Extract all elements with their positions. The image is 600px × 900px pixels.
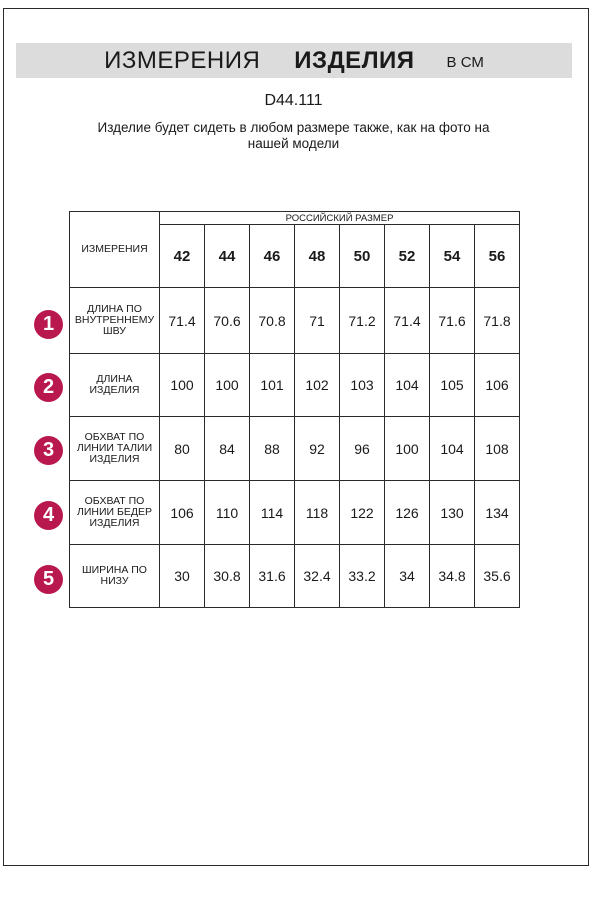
table-cell: 33.2 [340, 545, 385, 608]
row-number-badge: 4 [34, 501, 63, 530]
table-cell: 71.2 [340, 288, 385, 354]
table-row [70, 288, 520, 354]
product-code: D44.111 [264, 92, 323, 109]
measurement-label: ДЛИНА ИЗДЕЛИЯ [70, 354, 160, 417]
table-cell: 103 [340, 354, 385, 417]
table-cell: 105 [430, 354, 475, 417]
row-number-badge: 2 [34, 373, 63, 402]
table-row [70, 481, 520, 545]
table-cell: 114 [250, 481, 295, 545]
table-cell: 130 [430, 481, 475, 545]
table-cell: 31.6 [250, 545, 295, 608]
row-number-badge: 3 [34, 436, 63, 465]
table-cell: 101 [250, 354, 295, 417]
table-cell: 70.8 [250, 288, 295, 354]
table-cell: 80 [160, 417, 205, 481]
table-cell: 108 [475, 417, 520, 481]
table-cell: 70.6 [205, 288, 250, 354]
size-header-cell: 48 [295, 225, 340, 288]
table-cell: 71.6 [430, 288, 475, 354]
table-cell: 126 [385, 481, 430, 545]
size-header-cell: 46 [250, 225, 295, 288]
title-measurements: ИЗМЕРЕНИЯ [104, 46, 261, 74]
table-cell: 34 [385, 545, 430, 608]
row-number-badge: 5 [34, 565, 63, 594]
size-header-cell: 50 [340, 225, 385, 288]
measurement-label: ОБХВАТ ПО ЛИНИИ БЕДЕР ИЗДЕЛИЯ [70, 481, 160, 545]
table-cell: 96 [340, 417, 385, 481]
table-cell: 71.4 [160, 288, 205, 354]
corner-label: ИЗМЕРЕНИЯ [70, 212, 160, 288]
table-cell: 106 [475, 354, 520, 417]
title-unit: В СМ [446, 53, 484, 71]
table-cell: 88 [250, 417, 295, 481]
table-row [70, 545, 520, 608]
table-cell: 134 [475, 481, 520, 545]
table-cell: 122 [340, 481, 385, 545]
title-band [16, 43, 572, 78]
table-cell: 71 [295, 288, 340, 354]
size-header-cell: 42 [160, 225, 205, 288]
measurement-label: ДЛИНА ПО ВНУТРЕННЕМУ ШВУ [70, 288, 160, 354]
table-cell: 100 [205, 354, 250, 417]
table-cell: 110 [205, 481, 250, 545]
size-header-cell: 52 [385, 225, 430, 288]
table-cell: 71.8 [475, 288, 520, 354]
table-cell: 102 [295, 354, 340, 417]
table-cell: 84 [205, 417, 250, 481]
size-table [69, 211, 520, 608]
table-cell: 30.8 [205, 545, 250, 608]
table-cell: 71.4 [385, 288, 430, 354]
table-row [70, 354, 520, 417]
row-number-badge: 1 [34, 310, 63, 339]
measurement-label: ОБХВАТ ПО ЛИНИИ ТАЛИИ ИЗДЕЛИЯ [70, 417, 160, 481]
table-cell: 118 [295, 481, 340, 545]
table-cell: 34.8 [430, 545, 475, 608]
table-cell: 104 [385, 354, 430, 417]
table-cell: 35.6 [475, 545, 520, 608]
size-header-cell: 44 [205, 225, 250, 288]
title-item: ИЗДЕЛИЯ [294, 46, 415, 74]
table-cell: 100 [160, 354, 205, 417]
size-group-label: РОССИЙСКИЙ РАЗМЕР [160, 212, 520, 225]
table-cell: 92 [295, 417, 340, 481]
table-row [70, 417, 520, 481]
size-header-cell: 54 [430, 225, 475, 288]
table-cell: 32.4 [295, 545, 340, 608]
table-cell: 106 [160, 481, 205, 545]
table-cell: 100 [385, 417, 430, 481]
size-header-cell: 56 [475, 225, 520, 288]
table-cell: 104 [430, 417, 475, 481]
fit-note: Изделие будет сидеть в любом размере также, как на фото на нашей модели [97, 120, 490, 151]
table-cell: 30 [160, 545, 205, 608]
measurement-label: ШИРИНА ПО НИЗУ [70, 545, 160, 608]
